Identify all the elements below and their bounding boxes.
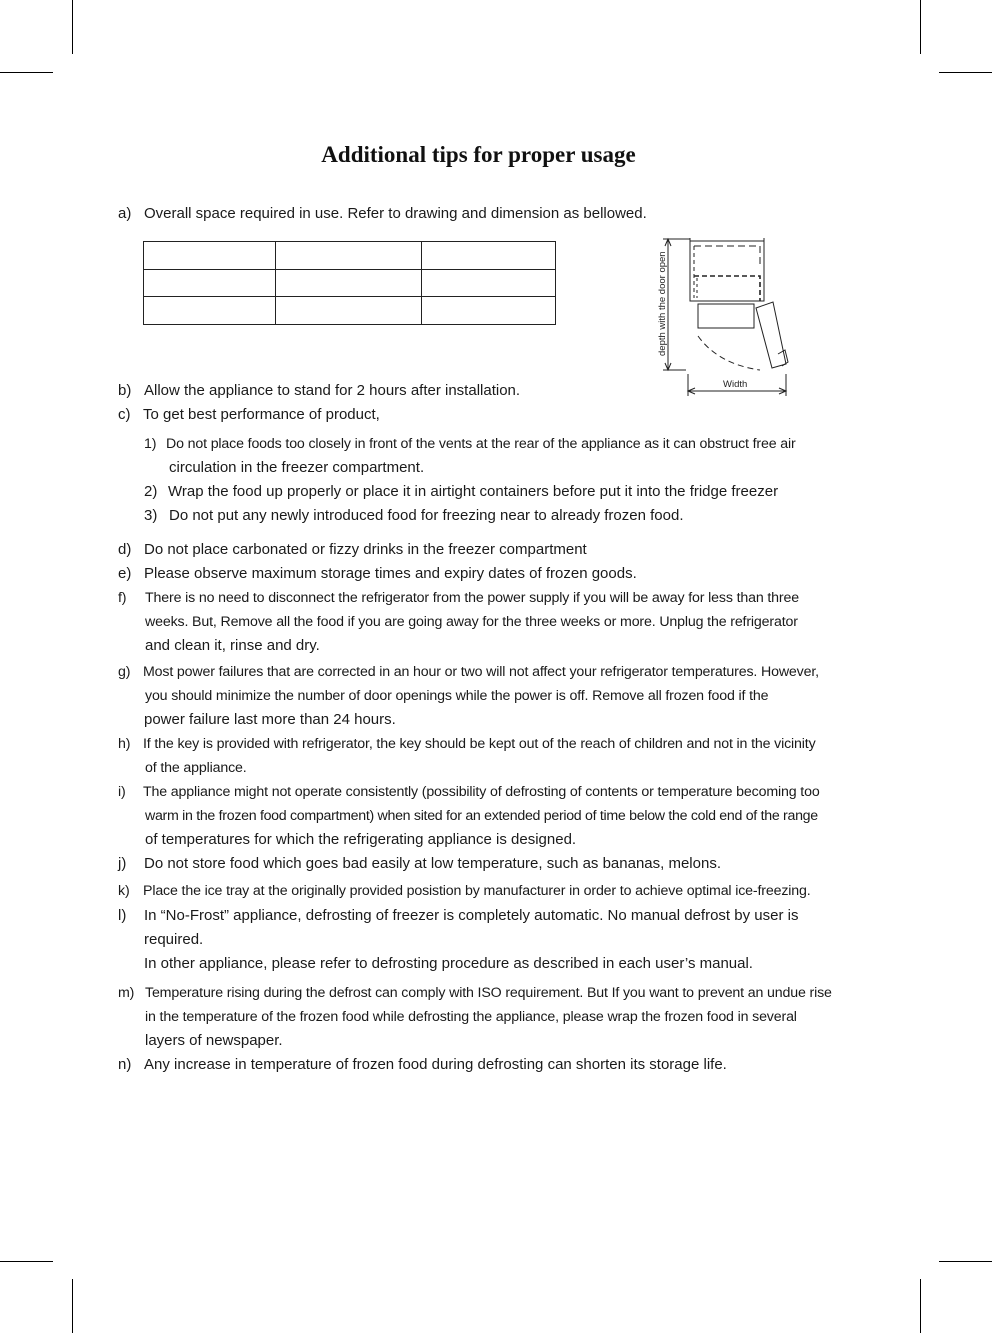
item-text: Temperature rising during the defrost can comply with ISO requirement. But If you want to prevent an undue rise xyxy=(145,985,832,1001)
item-label: l) xyxy=(118,907,127,924)
list-item-i-continued: warm in the frozen food compartment) when sited for an extended period of time below the cold end of the range xyxy=(145,808,818,824)
crop-mark xyxy=(920,0,921,54)
dimension-table xyxy=(143,241,556,325)
door-outline-dashed xyxy=(694,246,760,266)
item-text: Any increase in temperature of frozen food during defrosting can shorten its storage life. xyxy=(144,1056,727,1073)
open-door xyxy=(756,302,786,368)
item-label: f) xyxy=(118,590,127,606)
item-text: Place the ice tray at the originally provided posistion by manufacturer in order to achieve optimal ice-freezing. xyxy=(143,883,811,899)
table-row xyxy=(144,270,556,297)
list-item-g-continued: power failure last more than 24 hours. xyxy=(144,711,396,728)
list-item-l-continued: In other appliance, please refer to defrosting procedure as described in each user’s manual. xyxy=(144,955,753,972)
crop-mark xyxy=(939,1261,992,1262)
item-label: 1) xyxy=(144,436,157,452)
list-item-h-continued: of the appliance. xyxy=(145,760,247,776)
item-text: Wrap the food up properly or place it in airtight containers before put it into the fridge freezer xyxy=(168,483,779,500)
item-text: Do not place foods too closely in front of the vents at the rear of the appliance as it can obstruct free air xyxy=(166,436,796,452)
item-text: To get best performance of product, xyxy=(143,406,380,423)
item-label: 2) xyxy=(144,483,158,500)
item-text: The appliance might not operate consistently (possibility of defrosting of contents or temperature becoming too xyxy=(143,784,820,800)
table-cell xyxy=(422,242,556,270)
item-text: In “No-Frost” appliance, defrosting of freezer is completely automatic. No manual defrost by user is xyxy=(144,907,799,924)
item-text: Allow the appliance to stand for 2 hours after installation. xyxy=(144,382,521,399)
item-label: c) xyxy=(118,406,131,423)
item-text: Do not put any newly introduced food for freezing near to already frozen food. xyxy=(169,507,684,524)
drawer xyxy=(698,304,754,328)
item-text: Overall space required in use. Refer to drawing and dimension as bellowed. xyxy=(144,205,647,222)
crop-mark xyxy=(72,0,73,54)
list-item-f-continued: weeks. But, Remove all the food if you are going away for the three weeks or more. Unplug the refrigerator xyxy=(145,614,798,630)
table-cell xyxy=(144,297,276,325)
door-outline-dashed xyxy=(694,276,760,301)
item-label: k) xyxy=(118,883,130,899)
item-label: m) xyxy=(118,985,135,1001)
table-cell xyxy=(276,297,422,325)
item-text: Do not place carbonated or fizzy drinks in the freezer compartment xyxy=(144,541,587,558)
table-row xyxy=(144,242,556,270)
item-text: Do not store food which goes bad easily at low temperature, such as bananas, melons. xyxy=(144,855,721,872)
item-label: e) xyxy=(118,565,132,582)
crop-mark xyxy=(72,1279,73,1333)
door-swing-arc xyxy=(698,336,760,370)
item-label: n) xyxy=(118,1056,132,1073)
table-cell xyxy=(144,242,276,270)
table-cell xyxy=(144,270,276,297)
table-row xyxy=(144,297,556,325)
list-item-f-continued: and clean it, rinse and dry. xyxy=(145,637,320,654)
table-cell xyxy=(276,242,422,270)
item-label: i) xyxy=(118,784,126,800)
item-text: There is no need to disconnect the refrigerator from the power supply if you will be away for less than three xyxy=(145,590,799,606)
list-item-i-continued: of temperatures for which the refrigerating appliance is designed. xyxy=(145,831,577,848)
crop-mark xyxy=(0,72,53,73)
sub-item-1-continued: circulation in the freezer compartment. xyxy=(169,459,425,476)
fridge-body xyxy=(690,241,764,301)
list-item-m-continued: layers of newspaper. xyxy=(145,1032,283,1049)
door-handle xyxy=(778,350,788,366)
page-title: Additional tips for proper usage xyxy=(321,142,636,167)
width-label: Width xyxy=(723,379,748,390)
item-label: d) xyxy=(118,541,132,558)
list-item-l-continued: required. xyxy=(144,931,204,948)
item-label: h) xyxy=(118,736,131,752)
crop-mark xyxy=(0,1261,53,1262)
fridge-dimension-diagram xyxy=(648,236,793,398)
item-label: b) xyxy=(118,382,132,399)
crop-mark xyxy=(920,1279,921,1333)
table-cell xyxy=(422,270,556,297)
item-text: Please observe maximum storage times and expiry dates of frozen goods. xyxy=(144,565,637,582)
item-label: 3) xyxy=(144,507,158,524)
table-cell xyxy=(276,270,422,297)
list-item-g-continued: you should minimize the number of door openings while the power is off. Remove all frozen food if the xyxy=(145,688,769,704)
item-text: If the key is provided with refrigerator, the key should be kept out of the reach of children and not in the vicinity xyxy=(143,736,816,752)
item-label: a) xyxy=(118,205,132,222)
table-cell xyxy=(422,297,556,325)
item-label: j) xyxy=(118,855,127,872)
crop-mark xyxy=(939,72,992,73)
list-item-m-continued: in the temperature of the frozen food while defrosting the appliance, please wrap the frozen food in several xyxy=(145,1009,797,1025)
item-label: g) xyxy=(118,664,131,680)
item-text: Most power failures that are corrected in an hour or two will not affect your refrigerator temperatures. However, xyxy=(143,664,819,680)
depth-label: depth with the door open xyxy=(657,251,668,356)
